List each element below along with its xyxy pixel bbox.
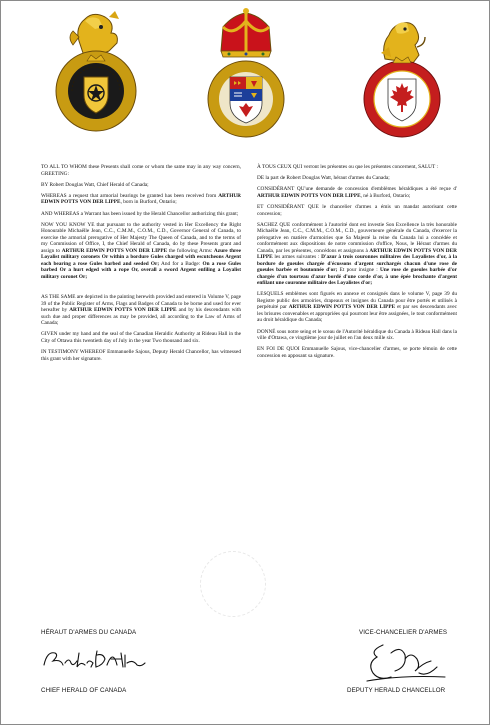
french-considerant: CONSIDÉRANT QU'une demande de concession d'emblèmes héraldiques a été reçue d' ARTHUR EDWIN POTTS VON DER LIPPE, né à Burford, Ontario; xyxy=(257,186,457,199)
lion-crest-badge-icon xyxy=(53,7,139,142)
french-by-line: DE la part de Robert Douglas Watt, héraut d'armes du Canada; xyxy=(257,175,390,182)
french-et-considerant: ET CONSIDÉRANT QUE le chancelier d'armes a émis un mandat autorisant cette concession; xyxy=(257,204,457,217)
embossed-seal xyxy=(200,551,266,617)
english-as-same: AS THE SAME are depicted in the painting herewith provided and entered in Volume V, page 39 of the Public Register of Arms, Flags and Badges of Canada to be borne and used for ever hereafter by ARTHUR EDWIN POTTS VON DER LIPPE and by his descendants with such due and proper differences as may be provided, all according to the Law of Arms of Canada; xyxy=(41,294,241,327)
chief-herald-signature xyxy=(41,645,151,675)
french-opening: À TOUS CEUX QUI verront les présentes ou que les présentes concernent, SALUT : xyxy=(257,164,438,170)
lion-maple-leaf-shield-icon xyxy=(359,7,445,142)
english-given: GIVEN under my hand and the seal of the Canadian Heraldic Authority at Rideau Hall in the City of Ottawa this twentieth day of July in the year Two thousand and six. xyxy=(41,331,241,344)
french-donne: DONNÉ sous notre seing et le sceau de l'Autorité héraldique du Canada à Rideau Hall dans la ville d'Ottawa, ce vingtième jour de juillet en l'an deux mille six. xyxy=(257,328,457,342)
right-title-en: DEPUTY HERALD CHANCELLOR xyxy=(347,687,446,694)
french-text-column xyxy=(257,164,457,364)
english-by-line: BY Robert Douglas Watt, Chief Herald of Canada; xyxy=(41,181,149,188)
french-en-foi: EN FOI DE QUOI Emmanuelle Sajous, vice-chancelier d'armes, se porte témoin de cette concession en apposant sa signature. xyxy=(257,346,457,359)
deputy-herald-signature xyxy=(361,637,451,687)
english-text-column xyxy=(41,164,241,367)
english-whereas: WHEREAS a request that armorial bearings be granted has been received from ARTHUR EDWIN POTTS VON DER LIPPE, born in Burford, Ontario; xyxy=(41,192,241,206)
right-title-fr: VICE-CHANCELIER D'ARMES xyxy=(359,629,448,636)
english-now-know: NOW YOU KNOW YE that pursuant to the authority vested in Her Excellency the Right Honourable Michaëlle Jean, C.C., C.M.M., C.O.M., C.D., Governor General of Canada, to exercise the armorial prerogative of Her Majesty The Queen of Canada, and to the terms of my Commission of Office, I, the Chief Herald of Canada, do by these Presents grant and assign to ARTHUR EDWIN POTTS VON DER LIPPE the following Arms: Azure three Loyalist military coronets Or within a bordure Gules charged with escutcheons Argent each bearing a rose Gules barbed and seeded Or; And for a Badge: On a rose Gules barbed Or a hurt edged with a rope Or, overall a sword Argent enfiling a Loyalist military coronet Or; xyxy=(41,221,242,280)
left-title-fr: HÉRAUT D'ARMES DU CANADA xyxy=(41,629,137,636)
left-title-en: CHIEF HERALD OF CANADA xyxy=(41,687,127,694)
english-testimony: IN TESTIMONY WHEREOF Emmanuelle Sajous, Deputy Herald Chancellor, has witnessed this grant with her signature. xyxy=(41,349,241,362)
royal-crown-shield-icon xyxy=(203,7,289,142)
french-sachez: SACHEZ QUE conformément à l'autorité dont est investie Son Excellence la très honorable Michaëlle Jean, C.C., C.M.M., C.O.M., C.D., gouverneure générale du Canada, d'exercer la prérogative en matière d'armoiries que Sa Majesté la reine du Canada lui a concédée et conformément aux dispositions de notre commission d'office, Nous, le Héraut d'armes du Canada, par les présentes, concédons et assignons à ARTHUR EDWIN POTTS VON DER LIPPE les armes suivantes : D'azur à trois couronnes militaires des Loyalistes d'or, à la bordure de gueules chargée d'écussons d'argent surchargés chacun d'une rose de gueules barbée et boutonnée d'or; Et pour insigne : Une rose de gueules barbée d'or chargée d'un tourteau d'azur bordé d'une corde d'or, à une épée brochante d'argent enfilant une couronne militaire des Loyalistes d'or; xyxy=(257,221,457,287)
english-opening: TO ALL TO WHOM these Presents shall come or whom the same may in any way concern, GREETING: xyxy=(41,164,241,177)
french-lesquels: LESQUELS emblèmes sont figurés en annexe et consignés dans le volume V, page 39 du Registre public des armoiries, drapeaux et insignes du Canada pour être portés et utilisés à perpétuité par ARTHUR EDWIN POTTS VON DER LIPPE et par ses descendants avec les brisures convenables et appropriées qui pourront leur être assignées, le tout conformément au droit héraldique du Canada; xyxy=(257,291,457,324)
english-and-whereas: AND WHEREAS a Warrant has been issued by the Herald Chancellor authorizing this grant; xyxy=(41,210,239,217)
